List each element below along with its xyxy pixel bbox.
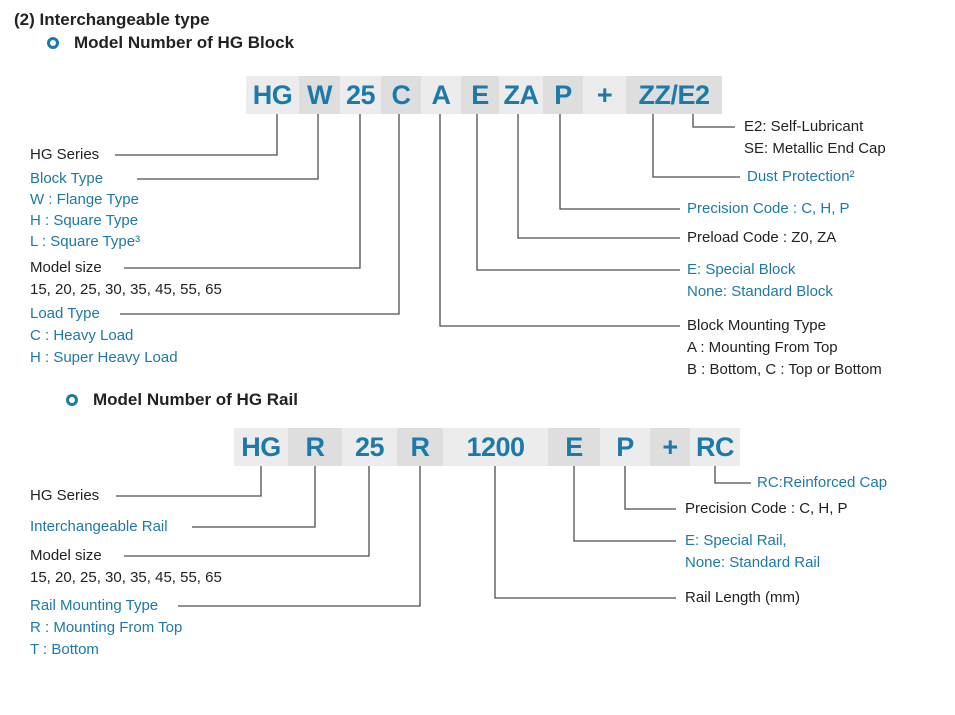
- label-model-size: Model size: [30, 259, 102, 276]
- label-bottom-top-bottom: B : Bottom, C : Top or Bottom: [687, 361, 882, 378]
- label-load-type: Load Type: [30, 305, 100, 322]
- connector-block-type: [137, 114, 318, 179]
- model-segment-plus: +: [583, 76, 626, 114]
- label-standard-rail: None: Standard Rail: [685, 554, 821, 571]
- connector-rail-length: [495, 466, 676, 598]
- model-segment-za: ZA: [499, 76, 543, 114]
- model-segment-hg: HG: [234, 428, 288, 466]
- connector-rail-hg-series: [116, 466, 261, 496]
- label-block-hg-series: HG Series: [30, 146, 100, 163]
- label-block-precision: Precision Code : C, H, P: [687, 200, 850, 217]
- model-segment-c: C: [381, 76, 421, 114]
- label-rail-length: Rail Length (mm): [685, 589, 801, 606]
- label-mounting-from-top: A : Mounting From Top: [687, 339, 838, 356]
- model-segment-r1: R: [288, 428, 342, 466]
- model-segment-25: 25: [342, 428, 397, 466]
- model-segment-1200: 1200: [443, 428, 548, 466]
- label-rail-precision: Precision Code : C, H, P: [685, 500, 848, 517]
- connector-block-dust: [653, 114, 740, 177]
- label-square-type: H : Square Type: [30, 212, 139, 229]
- model-segment-plus: +: [650, 428, 690, 466]
- label-reinforced-cap: RC:Reinforced Cap: [757, 474, 888, 491]
- bullet-icon: [47, 37, 59, 49]
- connector-rail-model-size: [124, 466, 369, 556]
- label-preload-code: Preload Code : Z0, ZA: [687, 229, 837, 246]
- bullet-icon: [66, 394, 78, 406]
- label-self-lubricant: E2: Self-Lubricant: [744, 118, 864, 135]
- model-segment-e: E: [461, 76, 499, 114]
- label-block-model-size-group: [30, 257, 222, 301]
- label-super-heavy-load: H : Super Heavy Load: [30, 349, 178, 366]
- connector-block-model-size: [124, 114, 360, 268]
- label-special-block-group: [687, 259, 833, 303]
- label-special-rail-group: [685, 530, 820, 574]
- model-segment-p: P: [600, 428, 650, 466]
- page-title: (2) Interchangeable type: [14, 10, 210, 29]
- connector-block-preload: [518, 114, 680, 238]
- label-block-mounting-type: Block Mounting Type: [687, 317, 826, 334]
- block-section-heading: [47, 33, 294, 53]
- label-dust-protection: Dust Protection²: [747, 168, 855, 185]
- model-segment-w: W: [299, 76, 340, 114]
- label-rail-bottom: T : Bottom: [30, 641, 99, 658]
- label-rail-mounting-group: [30, 595, 182, 661]
- label-block-mounting-group: [687, 315, 882, 381]
- label-lubricant-group: [744, 116, 886, 160]
- model-segment-a: A: [421, 76, 461, 114]
- label-special-rail: E: Special Rail,: [685, 532, 787, 549]
- connector-block-special: [477, 114, 680, 270]
- label-block-type: Block Type: [30, 170, 104, 187]
- connector-rail-precision: [625, 466, 676, 509]
- connector-block-e2: [693, 114, 735, 127]
- label-block-type-group: [30, 168, 140, 252]
- block-heading-text: Model Number of HG Block: [74, 33, 295, 52]
- label-rail-mounting-type: Rail Mounting Type: [30, 597, 159, 614]
- rail-model-number: [234, 428, 740, 466]
- label-rail-mounting-from-top: R : Mounting From Top: [30, 619, 183, 636]
- connector-block-hg-series: [115, 114, 277, 155]
- label-rail-model-size-group: [30, 545, 222, 589]
- label-heavy-load: C : Heavy Load: [30, 327, 134, 344]
- label-square-type3: L : Square Type³: [30, 233, 141, 250]
- label-load-type-group: [30, 303, 178, 369]
- block-model-number: [246, 76, 722, 114]
- label-size-values: 15, 20, 25, 30, 35, 45, 55, 65: [30, 281, 222, 298]
- model-segment-e: E: [548, 428, 600, 466]
- rail-heading-text: Model Number of HG Rail: [93, 390, 298, 409]
- label-model-size: Model size: [30, 547, 102, 564]
- model-segment-25: 25: [340, 76, 381, 114]
- rail-section-heading: [66, 390, 298, 410]
- label-metallic-end-cap: SE: Metallic End Cap: [744, 140, 886, 157]
- label-flange-type: W : Flange Type: [30, 191, 139, 208]
- label-special-block: E: Special Block: [687, 261, 796, 278]
- label-rail-hg-series: HG Series: [30, 487, 100, 504]
- model-segment-r2: R: [397, 428, 443, 466]
- model-segment-zze2: ZZ/E2: [626, 76, 722, 114]
- model-segment-rc: RC: [690, 428, 740, 466]
- label-interchangeable-rail: Interchangeable Rail: [30, 518, 168, 535]
- connector-block-precision: [560, 114, 680, 209]
- model-segment-p: P: [543, 76, 583, 114]
- model-segment-hg: HG: [246, 76, 299, 114]
- label-standard-block: None: Standard Block: [687, 283, 833, 300]
- label-size-values: 15, 20, 25, 30, 35, 45, 55, 65: [30, 569, 222, 586]
- connector-rail-rc: [715, 466, 751, 483]
